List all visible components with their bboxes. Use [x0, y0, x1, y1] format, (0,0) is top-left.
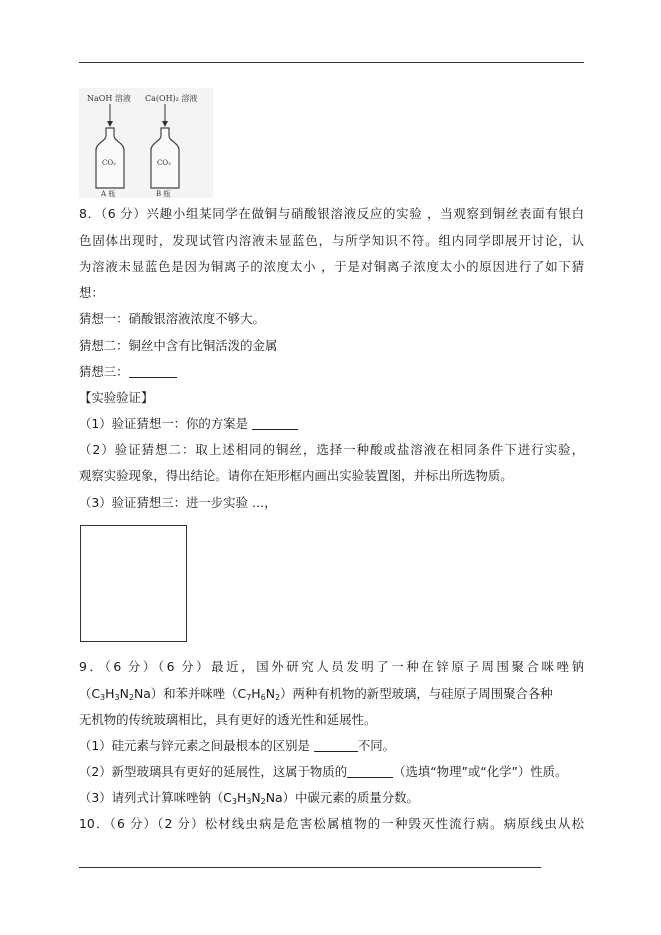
sub-n2-b: 2 — [260, 797, 266, 806]
q9-stem-line-1: 9．（6 分）（6 分）最近，国外研究人员发明了一种在锌原子周围聚合咪唑钠 — [79, 659, 584, 674]
q9-sub-2-pre: （2）新型玻璃具有更好的延展性，这属于物质的 — [79, 764, 348, 779]
el-n: N — [119, 686, 129, 701]
q9-sub-2 — [79, 763, 567, 781]
q9-sub-1 — [79, 737, 395, 755]
sub-c3: 3 — [100, 693, 106, 702]
header-rule — [79, 62, 584, 63]
q9-sub-3-pre: （3）请列式计算咪唑钠（C — [79, 790, 232, 805]
sub-c7: 7 — [246, 693, 252, 702]
bottle-b-gas: CO₂ — [157, 159, 171, 167]
q9-stem-line-2 — [79, 685, 553, 703]
q9-sub-3 — [79, 789, 419, 807]
q8-guess-2: 猜想二：铜丝中含有比铜活泼的金属 — [79, 338, 278, 353]
q8-stem-line-4: 想： — [79, 285, 104, 300]
bottle-a-name: A 瓶 — [101, 190, 116, 198]
q8-guess-1: 猜想一：硝酸银溶液浓度不够大。 — [79, 311, 265, 326]
sub-h3-b: 3 — [246, 797, 252, 806]
q8-sub-2-line-2: 观察实验现象，得出结论。请你在矩形框内画出实验装置图，并标出所选物质。 — [79, 468, 513, 483]
el-h-2: H — [251, 686, 261, 701]
q10-stem-line-1: 10．（6 分）（2 分）松材线虫病是危害松属植物的一种毁灭性流行病。病原线虫从松 — [79, 816, 584, 831]
q8-sub-2-line-1: （2）验证猜想二：取上述相同的铜丝，选择一种酸或盐溶液在相同条件下进行实验， — [79, 442, 584, 457]
el-h-b: H — [236, 790, 247, 805]
q8-guess-3-label: 猜想三： — [79, 364, 129, 379]
q8-sub-3: （3）验证猜想三：进一步实验 …， — [79, 495, 277, 510]
q8-sub-1-text: （1）验证猜想一：你的方案是 — [79, 416, 252, 431]
sub-h6: 6 — [260, 693, 266, 702]
q9-sub-1-pre: （1）硅元素与锌元素之间最根本的区别是 — [79, 738, 314, 753]
label-caoh: Ca(OH)₂ 溶液 — [145, 94, 198, 103]
q9-sub-2-blank[interactable] — [347, 765, 393, 778]
q9-formula-open: （C — [79, 686, 101, 701]
q8-sub-1-blank[interactable] — [252, 417, 298, 430]
footer-rule — [79, 867, 541, 868]
sub-h3: 3 — [114, 693, 120, 702]
q9-formula-mid: Na）和苯并咪唑（C — [133, 686, 247, 701]
q9-stem-line-3: 无机物的传统玻璃相比，具有更好的透光性和延展性。 — [79, 712, 377, 727]
q9-formula-close: ）两种有机物的新型玻璃，与硅原子周围聚合各种 — [280, 686, 553, 701]
sub-c3-b: 3 — [231, 797, 237, 806]
q9-sub-3-post: Na）中碳元素的质量分数。 — [265, 790, 419, 805]
q8-stem-line-1: 8．（6 分）兴趣小组某同学在做铜与硝酸银溶液反应的实验 ，当观察到铜丝表面有银白 — [79, 206, 584, 221]
sub-n2-2: 2 — [274, 693, 281, 702]
q8-stem-line-3: 为溶液未显蓝色是因为铜离子的浓度太小 ，于是对铜离子浓度太小的原因进行了如下猜 — [79, 259, 584, 274]
bottle-a-gas: CO₂ — [102, 159, 116, 167]
q8-section-heading: 【实验验证】 — [79, 390, 154, 405]
el-h: H — [105, 686, 115, 701]
q9-sub-2-post: （选填“物理”或“化学”）性质。 — [393, 764, 568, 779]
bottles-diagram — [79, 88, 213, 198]
sub-n2: 2 — [128, 693, 134, 702]
experiment-figure — [79, 88, 213, 198]
q8-guess-3 — [79, 363, 177, 381]
label-naoh: NaOH 溶液 — [87, 94, 131, 103]
q8-guess-3-blank[interactable] — [129, 365, 177, 378]
bottle-b-name: B 瓶 — [156, 190, 171, 198]
el-n-2: N — [265, 686, 275, 701]
q8-sub-1 — [79, 415, 298, 433]
q9-sub-1-post: 不同。 — [357, 738, 396, 753]
el-n-b: N — [251, 790, 261, 805]
q9-sub-1-blank[interactable] — [314, 739, 358, 752]
drawing-box[interactable] — [80, 525, 187, 642]
q8-stem-line-2: 色固体出现时，发现试管内溶液未显蓝色，与所学知识不符。组内同学即展开讨论，认 — [79, 233, 584, 248]
